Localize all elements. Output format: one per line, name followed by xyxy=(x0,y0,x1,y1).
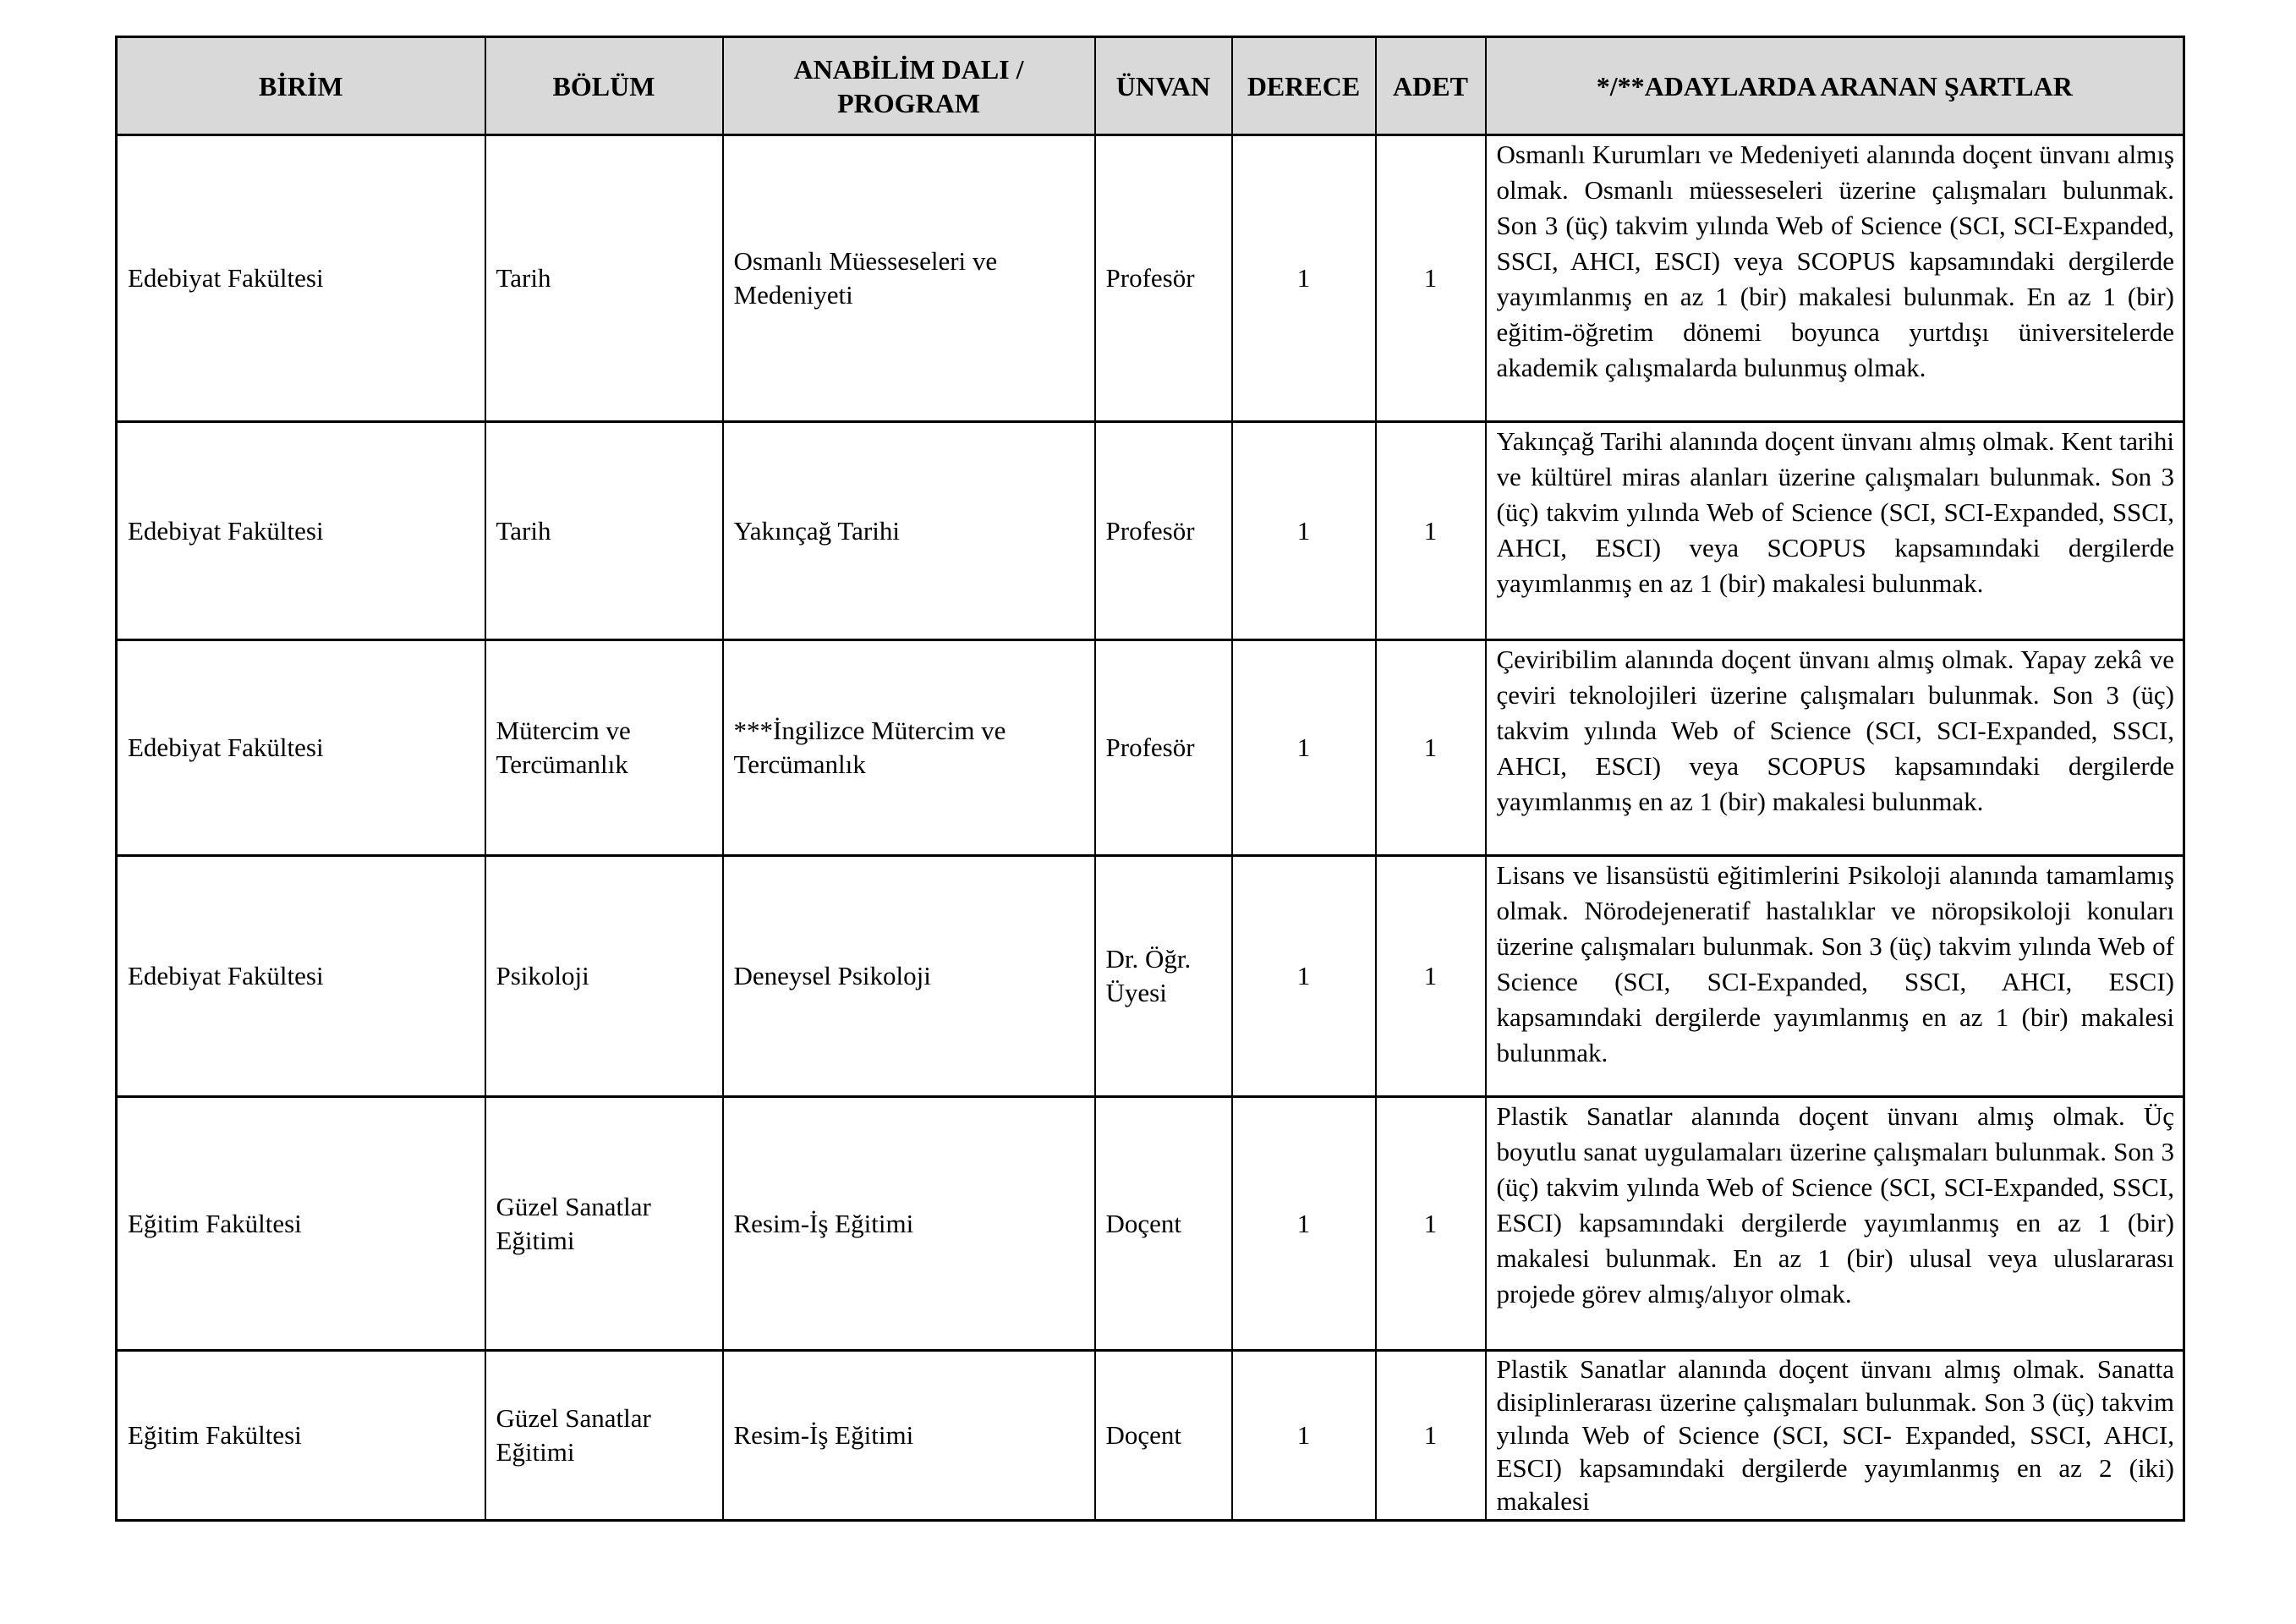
cell-unvan: Profesör xyxy=(1095,640,1232,856)
cell-adet: 1 xyxy=(1376,422,1486,640)
cell-unvan: Profesör xyxy=(1095,422,1232,640)
cell-adet: 1 xyxy=(1376,1097,1486,1351)
cell-bolum: Tarih xyxy=(485,135,723,422)
cell-anabilim: Osmanlı Müesseseleri ve Medeniyeti xyxy=(723,135,1095,422)
cell-unvan: Doçent xyxy=(1095,1097,1232,1351)
cell-birim: Edebiyat Fakültesi xyxy=(117,856,485,1097)
cell-derece: 1 xyxy=(1232,1351,1376,1521)
cell-derece: 1 xyxy=(1232,640,1376,856)
cell-bolum: Güzel Sanatlar Eğitimi xyxy=(485,1097,723,1351)
header-sartlar: */**ADAYLARDA ARANAN ŞARTLAR xyxy=(1486,37,2184,135)
header-derece: DERECE xyxy=(1232,37,1376,135)
table-row xyxy=(117,422,2184,640)
requirements-text: Lisans ve lisansüstü eğitimlerini Psikoloji alanında tamamlamış olmak. Nörodejeneratif hastalıklar ve nöropsikoloji konuları üzerine çalışmaları bulunmak. Son 3 (üç) takvim yılında Web of Science (SCI, SCI-Expanded, SSCI, AHCI, ESCI) kapsamındaki dergilerde yayımlanmış en az 1 (bir) makalesi bulunmak. xyxy=(1496,860,2174,1067)
cell-birim: Edebiyat Fakültesi xyxy=(117,640,485,856)
cell-unvan: Doçent xyxy=(1095,1351,1232,1521)
table-row xyxy=(117,1097,2184,1351)
cell-unvan: Dr. Öğr. Üyesi xyxy=(1095,856,1232,1097)
cell-sartlar xyxy=(1486,135,2184,422)
cell-birim: Edebiyat Fakültesi xyxy=(117,135,485,422)
cell-anabilim: Resim-İş Eğitimi xyxy=(723,1097,1095,1351)
cell-adet: 1 xyxy=(1376,856,1486,1097)
header-anabilim xyxy=(723,37,1095,135)
table-row xyxy=(117,1351,2184,1521)
requirements-text: Plastik Sanatlar alanında doçent ünvanı almış olmak. Üç boyutlu sanat uygulamaları üzerine çalışmaları bulunmak. Son 3 (üç) takvim yılında Web of Science (SCI, SCI-Expanded, SSCI, ESCI) kapsamındaki dergilerde yayımlanmış en az 1 (bir) makalesi bulunmak. En az 1 (bir) ulusal veya uluslararası projede görev almış/alıyor olmak. xyxy=(1496,1101,2174,1309)
requirements-text: Yakınçağ Tarihi alanında doçent ünvanı almış olmak. Kent tarihi ve kültürel miras alanları üzerine çalışmaları bulunmak. Son 3 (üç) takvim yılında Web of Science (SCI, SCI-Expanded, SSCI, AHCI, ESCI) veya SCOPUS kapsamındaki dergilerde yayımlanmış en az 1 (bir) makalesi bulunmak. xyxy=(1496,426,2174,598)
job-postings-table xyxy=(115,36,2185,1522)
cell-sartlar xyxy=(1486,422,2184,640)
table-row xyxy=(117,640,2184,856)
cell-adet: 1 xyxy=(1376,640,1486,856)
cell-sartlar xyxy=(1486,1351,2184,1521)
header-birim: BİRİM xyxy=(117,37,485,135)
cell-bolum: Mütercim ve Tercümanlık xyxy=(485,640,723,856)
cell-anabilim: ***İngilizce Mütercim ve Tercümanlık xyxy=(723,640,1095,856)
cell-derece: 1 xyxy=(1232,135,1376,422)
cell-bolum: Güzel Sanatlar Eğitimi xyxy=(485,1351,723,1521)
cell-derece: 1 xyxy=(1232,856,1376,1097)
cell-anabilim: Yakınçağ Tarihi xyxy=(723,422,1095,640)
cell-derece: 1 xyxy=(1232,422,1376,640)
cell-birim: Eğitim Fakültesi xyxy=(117,1351,485,1521)
header-unvan: ÜNVAN xyxy=(1095,37,1232,135)
table-row xyxy=(117,856,2184,1097)
header-anabilim-label: ANABİLİM DALI / PROGRAM xyxy=(793,53,1024,118)
requirements-text: Çeviribilim alanında doçent ünvanı almış olmak. Yapay zekâ ve çeviri teknolojileri üzerine çalışmaları bulunmak. Son 3 (üç) takvim yılında Web of Science (SCI, SCI-Expanded, SSCI, AHCI, ESCI) veya SCOPUS kapsamındaki dergilerde yayımlanmış en az 1 (bir) makalesi bulunmak. xyxy=(1496,645,2174,816)
cell-sartlar xyxy=(1486,856,2184,1097)
header-bolum: BÖLÜM xyxy=(485,37,723,135)
cell-birim: Edebiyat Fakültesi xyxy=(117,422,485,640)
requirements-text: Osmanlı Kurumları ve Medeniyeti alanında doçent ünvanı almış olmak. Osmanlı müesseseleri üzerine çalışmaları bulunmak. Son 3 (üç) takvim yılında Web of Science (SCI, SCI-Expanded, SSCI, AHCI, ESCI) veya SCOPUS kapsamındaki dergilerde yayımlanmış en az 1 (bir) makalesi bulunmak. En az 1 (bir) eğitim-öğretim dönemi boyunca yurtdışı üniversitelerde akademik çalışmalarda bulunmuş olmak. xyxy=(1496,140,2174,382)
cell-adet: 1 xyxy=(1376,1351,1486,1521)
cell-anabilim: Resim-İş Eğitimi xyxy=(723,1351,1095,1521)
header-adet: ADET xyxy=(1376,37,1486,135)
table-row xyxy=(117,135,2184,422)
cell-birim: Eğitim Fakültesi xyxy=(117,1097,485,1351)
cell-unvan: Profesör xyxy=(1095,135,1232,422)
requirements-text: Plastik Sanatlar alanında doçent ünvanı almış olmak. Sanatta disiplinlerarası üzerine çalışmaları bulunmak. Son 3 (üç) takvim yılında Web of Science (SCI, SCI- Expanded, SSCI, AHCI, ESCI) kapsamındaki dergilerde yayımlanmış en az 2 (iki) makalesi xyxy=(1496,1354,2174,1516)
cell-bolum: Tarih xyxy=(485,422,723,640)
cell-anabilim: Deneysel Psikoloji xyxy=(723,856,1095,1097)
table-header-row xyxy=(117,37,2184,135)
cell-derece: 1 xyxy=(1232,1097,1376,1351)
cell-adet: 1 xyxy=(1376,135,1486,422)
cell-bolum: Psikoloji xyxy=(485,856,723,1097)
cell-sartlar xyxy=(1486,1097,2184,1351)
cell-sartlar xyxy=(1486,640,2184,856)
